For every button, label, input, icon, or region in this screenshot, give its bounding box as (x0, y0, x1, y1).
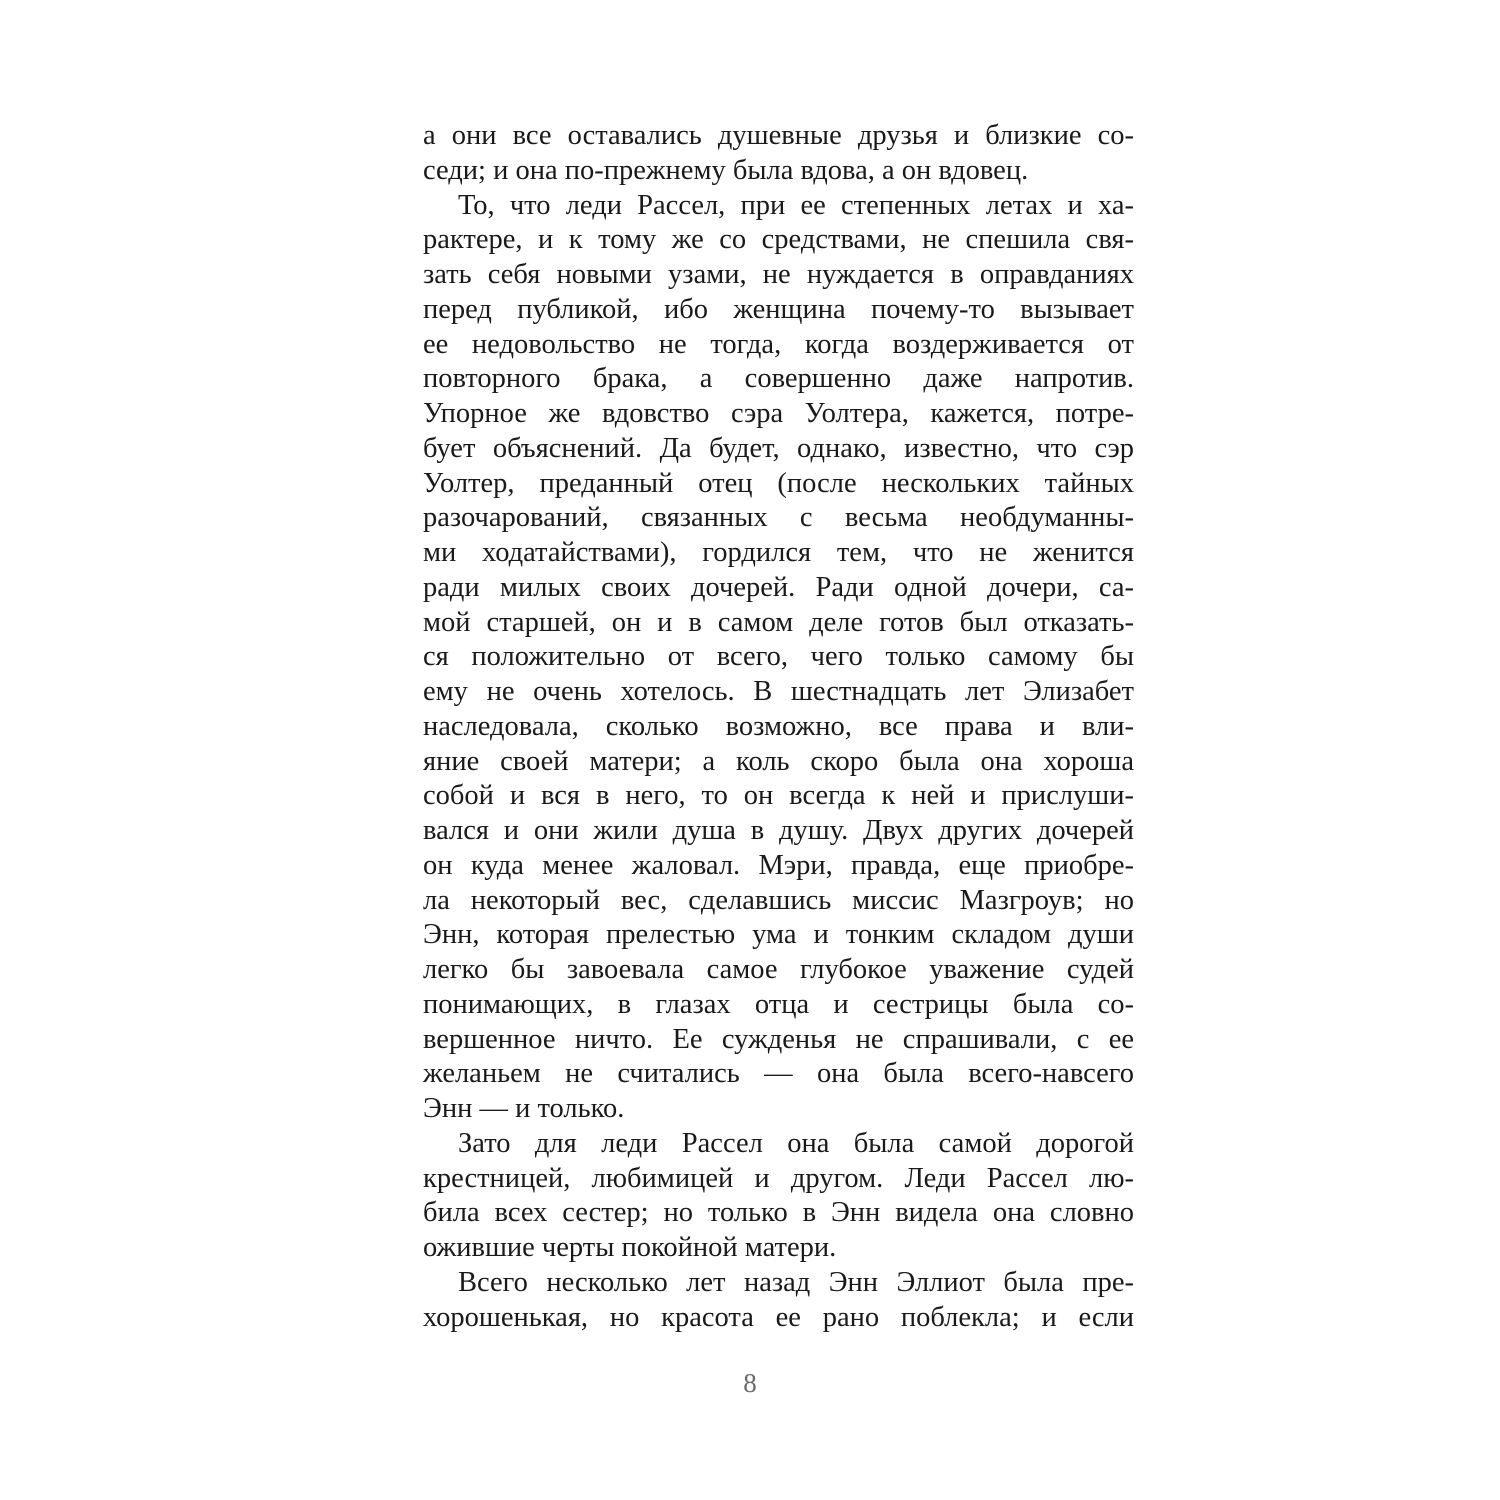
text-line: ему не очень хотелось. В шестнадцать лет Элизабет (423, 676, 1134, 707)
text-line: ради милых своих дочерей. Ради одной дочери, са- (423, 571, 1134, 603)
text-line: яние своей матери; а коль скоро была она хороша (423, 745, 1134, 777)
text-line: наследовала, сколько возможно, все права и вли- (423, 710, 1134, 742)
text-line: Упорное же вдовство сэра Уолтера, кажется, потре- (423, 398, 1134, 429)
text-line: била всех сестер; но только в Энн видела она словно (423, 1197, 1134, 1229)
text-line: а они все оставались душевные друзья и близкие со- (423, 120, 1134, 151)
text-line: легко бы завоевала самое глубокое уважение судей (423, 954, 1134, 985)
text-line: желаньем не считались — она была всего-навсего (423, 1058, 1134, 1090)
text-line: бует объяснений. Да будет, однако, известно, что сэр (423, 432, 1134, 464)
text-line-paragraph-start: Всего несколько лет назад Энн Эллиот была пре- (458, 1266, 1134, 1298)
text-line: крестницей, любимицей и другом. Леди Рассел лю- (423, 1162, 1134, 1194)
text-line: ся положительно от всего, чего только самому бы (423, 641, 1134, 673)
text-line: повторного брака, а совершенно даже напротив. (423, 363, 1134, 395)
text-line-paragraph-start: То, что леди Рассел, при ее степенных летах и ха- (458, 189, 1134, 221)
text-line: ее недовольство не тогда, когда воздерживается от (423, 328, 1134, 360)
body-text (423, 119, 1134, 1335)
text-line: собой и вся в него, то он всегда к ней и прислуши- (423, 780, 1134, 812)
text-line: перед публикой, ибо женщина почему-то вызывает (423, 293, 1134, 325)
text-line: разочарований, связанных с весьма необдуманны- (423, 502, 1134, 534)
text-line: Уолтер, преданный отец (после нескольких тайных (423, 467, 1134, 499)
page-number: 8 (743, 1368, 757, 1398)
text-line: вался и они жили душа в душу. Двух других дочерей (423, 815, 1134, 846)
text-line-paragraph-start: Зато для леди Рассел она была самой дорогой (458, 1127, 1134, 1159)
text-line: зать себя новыми узами, не нуждается в оправданиях (423, 259, 1134, 290)
text-line: ожившие черты покойной матери. (423, 1232, 837, 1263)
text-line: Энн, которая прелестью ума и тонким складом души (423, 919, 1134, 951)
text-line: хорошенькая, но красота ее рано поблекла; и если (423, 1301, 1134, 1333)
text-line: он куда менее жаловал. Мэри, правда, еще приобре- (423, 849, 1134, 881)
text-line: вершенное ничто. Ее сужденья не спрашивали, с ее (423, 1023, 1134, 1055)
text-line: рактере, и к тому же со средствами, не спешила свя- (423, 224, 1134, 256)
text-line: ми ходатайствами), гордился тем, что не женится (423, 537, 1134, 568)
text-line: Энн — и только. (423, 1093, 625, 1124)
text-line: ла некоторый вес, сделавшись миссис Мазгроув; но (423, 884, 1134, 916)
text-line: седи; и она по-прежнему была вдова, а он вдовец. (423, 154, 1029, 186)
text-line: мой старшей, он и в самом деле готов был отказать- (423, 606, 1134, 638)
text-line: понимающих, в глазах отца и сестрицы была со- (423, 988, 1134, 1020)
